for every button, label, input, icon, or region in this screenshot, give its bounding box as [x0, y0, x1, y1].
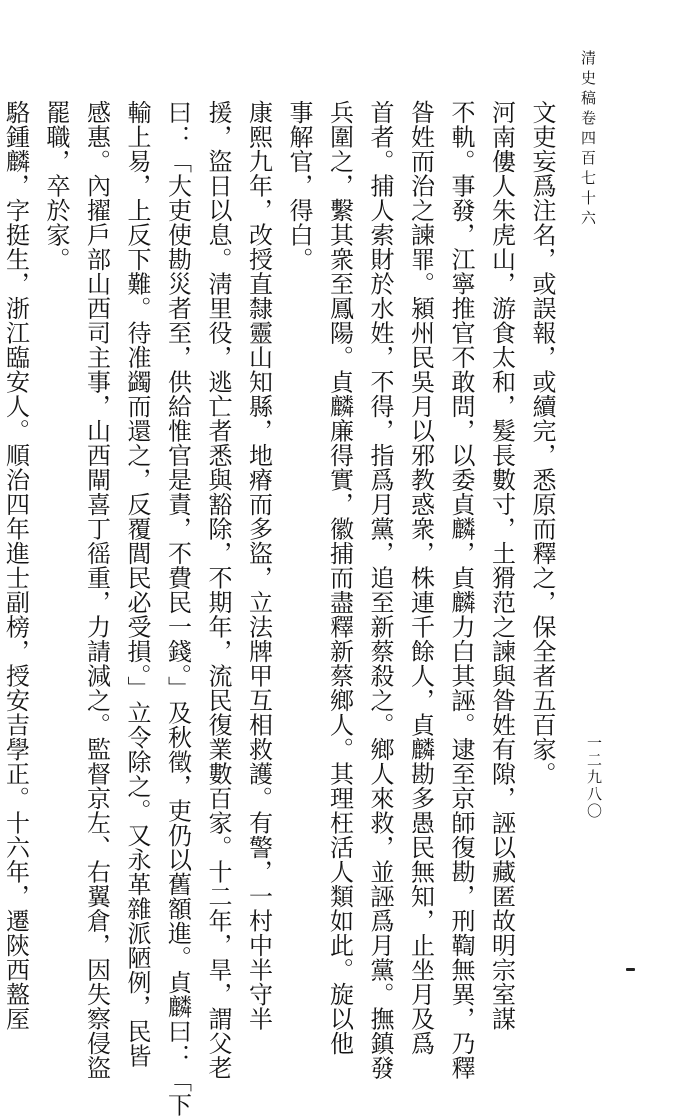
text-column: 不軌。事發，江寧推官不敢問，以委貞麟，貞麟力白其誣。逮至京師復勘，刑鞫無異，乃釋	[447, 100, 475, 1080]
running-header: 清史稿卷四百七十六	[579, 50, 597, 230]
text-column: 感惠。內擢戶部山西司主事，山西閘喜丁徭重，力請減之。監督京左、右翼倉，因失察侵盜	[82, 100, 111, 1080]
text-column: 文吏妄爲注名，或誤報，或續完，悉原而釋之，保全者五百家。	[528, 100, 556, 786]
text-column: 駱鍾麟，字挺生，浙江臨安人。順治四年進士副榜，授安吉學正。十六年，遷陝西盩厔	[1, 100, 30, 1031]
text-column: 兵圍之，繫其衆至鳳陽。貞麟廉得實，徽捕而盡釋新蔡鄉人。其理枉活人類如此。旋以他	[325, 100, 354, 1056]
text-column: 河南僂人朱虎山，游食太和，髮長數寸，土猾范之諫與昝姓有隙，誣以藏匿故明宗室謀	[487, 100, 516, 1031]
text-body	[1, 100, 562, 1117]
page-number: 一二九八〇	[585, 735, 603, 820]
text-column: 昝姓而治之諫罪。潁州民吳月以邪教惑衆，株連千餘人，貞麟勘多愚民無知，止坐月及爲	[406, 100, 435, 1056]
text-column: 援，盜日以息。淸里役，逃亡者悉與豁除，不期年，流民復業數百家。十二年，旱，謂父老	[204, 100, 232, 1080]
text-column: 輸上易，上反下難。待准蠲而還之，反覆閭民必受損。」立令除之。又永革雜派陋例，民皆	[123, 100, 151, 1068]
text-column: 罷職，卒於家。	[42, 100, 70, 272]
ink-mark	[626, 968, 635, 971]
text-column: 曰：「大吏使勘災者至，供給惟官是責，不費民一錢。」及秋徵，吏仍以舊額進。貞麟曰：「下	[163, 100, 192, 1117]
text-column: 康熙九年，改授直隸靈山知縣，地瘠而多盜，立法牌甲互相救護。有警，一村中半守半	[244, 100, 273, 1031]
text-column: 首者。捕人索財於水姓，不得，指爲月黨，追至新蔡殺之。鄉人來救，並誣爲月黨。撫鎮發	[366, 100, 394, 1080]
text-column: 事解官，得白。	[285, 100, 313, 272]
